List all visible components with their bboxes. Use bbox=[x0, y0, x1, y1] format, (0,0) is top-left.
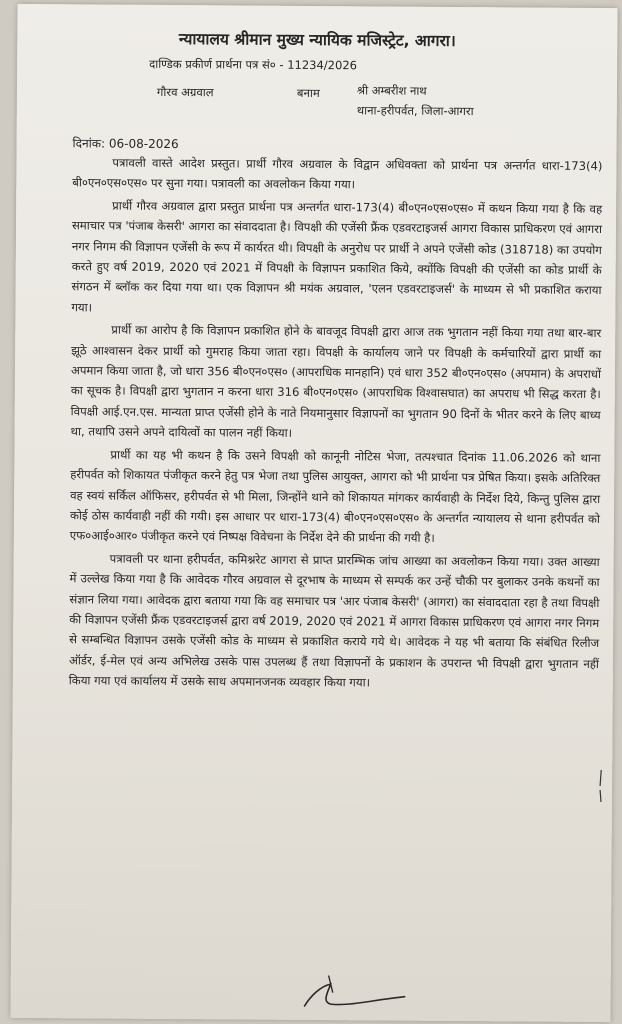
paragraph-2: प्रार्थी गौरव अग्रवाल द्वारा प्रस्तुत प्रार्थना पत्र अन्तर्गत धारा-173(4) बी०एन०एस०एस० में कथन किया गया है कि वह समाचार पत्र 'पंजाब केसरी' आगरा का संवाददाता है। विपक्षी की एजेंसी फ्रैंक एडवरटाइजर्स आगरा विकास प्राधिकरण एवं आगरा नगर निगम की विज्ञापन एजेंसी के रूप में कार्यरत थी। विपक्षी के अनुरोध पर प्रार्थी ने अपने एजेंसी कोड (318718) का उपयोग करते हुए वर्ष 2019, 2020 एवं 2021 में विपक्षी के विज्ञापन प्रकाशित किये, क्योंकि विपक्षी की एजेंसी का कोड प्रार्थी के संगठन में ब्लॉक कर दिया गया था। एक विज्ञापन श्री मयंक अग्रवाल, 'एलन एडवरटाइजर्स' के माध्यम से भी प्रकाशित कराया गया। bbox=[71, 198, 603, 315]
case-number-line: दाण्डिक प्रकीर्ण प्रार्थना पत्र सं० - 11234/2026 bbox=[149, 56, 358, 73]
versus-label: बनाम bbox=[296, 85, 320, 101]
court-order-page bbox=[10, 4, 617, 1022]
paragraph-1: पत्रावली वास्ते आदेश प्रस्तुत। प्रार्थी गौरव अग्रवाल के विद्वान अधिवक्ता को प्रार्थना पत्र अन्तर्गत धारा-173(4) बी०एन०एस०एस० पर सुना गया। पत्रावली का अवलोकन किया गया। bbox=[72, 155, 603, 192]
order-date: दिनांक: 06-08-2026 bbox=[72, 136, 179, 152]
court-title: न्यायालय श्रीमान मुख्य न्यायिक मजिस्ट्रेट, आगरा। bbox=[178, 30, 456, 50]
respondent-address: थाना-हरीपर्वत, जिला-आगरा bbox=[356, 103, 474, 119]
respondent-block bbox=[357, 80, 474, 121]
margin-mark-icon bbox=[596, 768, 606, 804]
paragraph-3: प्रार्थी का आरोप है कि विज्ञापन प्रकाशित होने के बावजूद विपक्षी द्वारा आज तक भुगतान नहीं किया गया तथा बार-बार झूठे आश्वासन देकर प्रार्थी को गुमराह किया जाता रहा। विपक्षी के कार्यालय जाने पर विपक्षी के कर्मचारियों द्वारा प्रार्थी का अपमान किया जाता है, जो धारा 356 बी०एन०एस० (आपराधिक मानहानि) एवं धारा 352 बी०एन०एस० (अपमान) के अपराधों का सूचक है। विपक्षी द्वारा भुगतान न करना धारा 316 बी०एन०एस० (आपराधिक विश्वासघात) का अपराध भी सिद्ध करता है। विपक्षी आई.एन.एस. मान्यता प्राप्त एजेंसी होने के नाते नियमानुसार विज्ञापनों का भुगतान 90 दिनों के भीतर करने के लिए बाध्य था, तथापि उसने अपने दायित्वों का पालन नहीं किया। bbox=[70, 322, 602, 441]
respondent-name: श्री अम्बरीश नाथ bbox=[356, 83, 427, 98]
applicant-name: गौरव अग्रवाल bbox=[156, 84, 214, 100]
paragraph-4: प्रार्थी का यह भी कथन है कि उसने विपक्षी को कानूनी नोटिस भेजा, तत्पश्चात दिनांक 11.06.2026 को थाना हरीपर्वत को शिकायत पंजीकृत करने हेतु पत्र भेजा तथा पुलिस आयुक्त, आगरा को भी प्रार्थना पत्र प्रेषित किया। इसके अतिरिक्त वह स्वयं सर्किल ऑफिसर, हरीपर्वत से भी मिला, जिन्होंने थाने को शिकायत मांगकर कार्यवाही के निर्देश दिये, किन्तु पुलिस द्वारा कोई ठोस कार्यवाही नहीं की गयी। इस आधार पर धारा-173(4) बी०एन०एस०एस० के अन्तर्गत न्यायालय से थाना हरीपर्वत को एफ०आई०आर० पंजीकृत करने एवं निष्पक्ष विवेचना के निर्देश देने की प्रार्थना की गयी है। bbox=[69, 447, 601, 546]
signature-icon bbox=[300, 966, 410, 1017]
paragraph-5: पत्रावली पर थाना हरीपर्वत, कमिश्नरेट आगरा से प्राप्त प्रारम्भिक जांच आख्या का अवलोकन किया गया। उक्त आख्या में उल्लेख किया गया है कि आवेदक गौरव अग्रवाल से दूरभाष के माध्यम से सम्पर्क कर उन्हें चौकी पर बुलाकर उनके कथनों का संज्ञान लिया गया। आवेदक द्वारा बताया गया कि वह समाचार पत्र 'आर पंजाब केसरी' (आगरा) का संवाददाता रहा है तथा विपक्षी की विज्ञापन एजेंसी फ्रैंक एडवरटाइजर्स द्वारा वर्ष 2019, 2020 एवं 2021 में आगरा विकास प्राधिकरण एवं आगरा नगर निगम से सम्बन्धित विज्ञापन उसके एजेंसी कोड के माध्यम से प्रकाशित कराये गये थे। आवेदक ने यह भी बताया कि संबंधित रिलीज ऑर्डर, ई-मेल एवं अन्य अभिलेख उसके पास उपलब्ध हैं तथा विज्ञापनों के प्रकाशन के उपरान्त भी विपक्षी द्वारा भुगतान नहीं किया गया एवं कार्यालय में उसके साथ अपमानजनक व्यवहार किया गया। bbox=[68, 551, 600, 690]
order-body bbox=[69, 152, 603, 696]
